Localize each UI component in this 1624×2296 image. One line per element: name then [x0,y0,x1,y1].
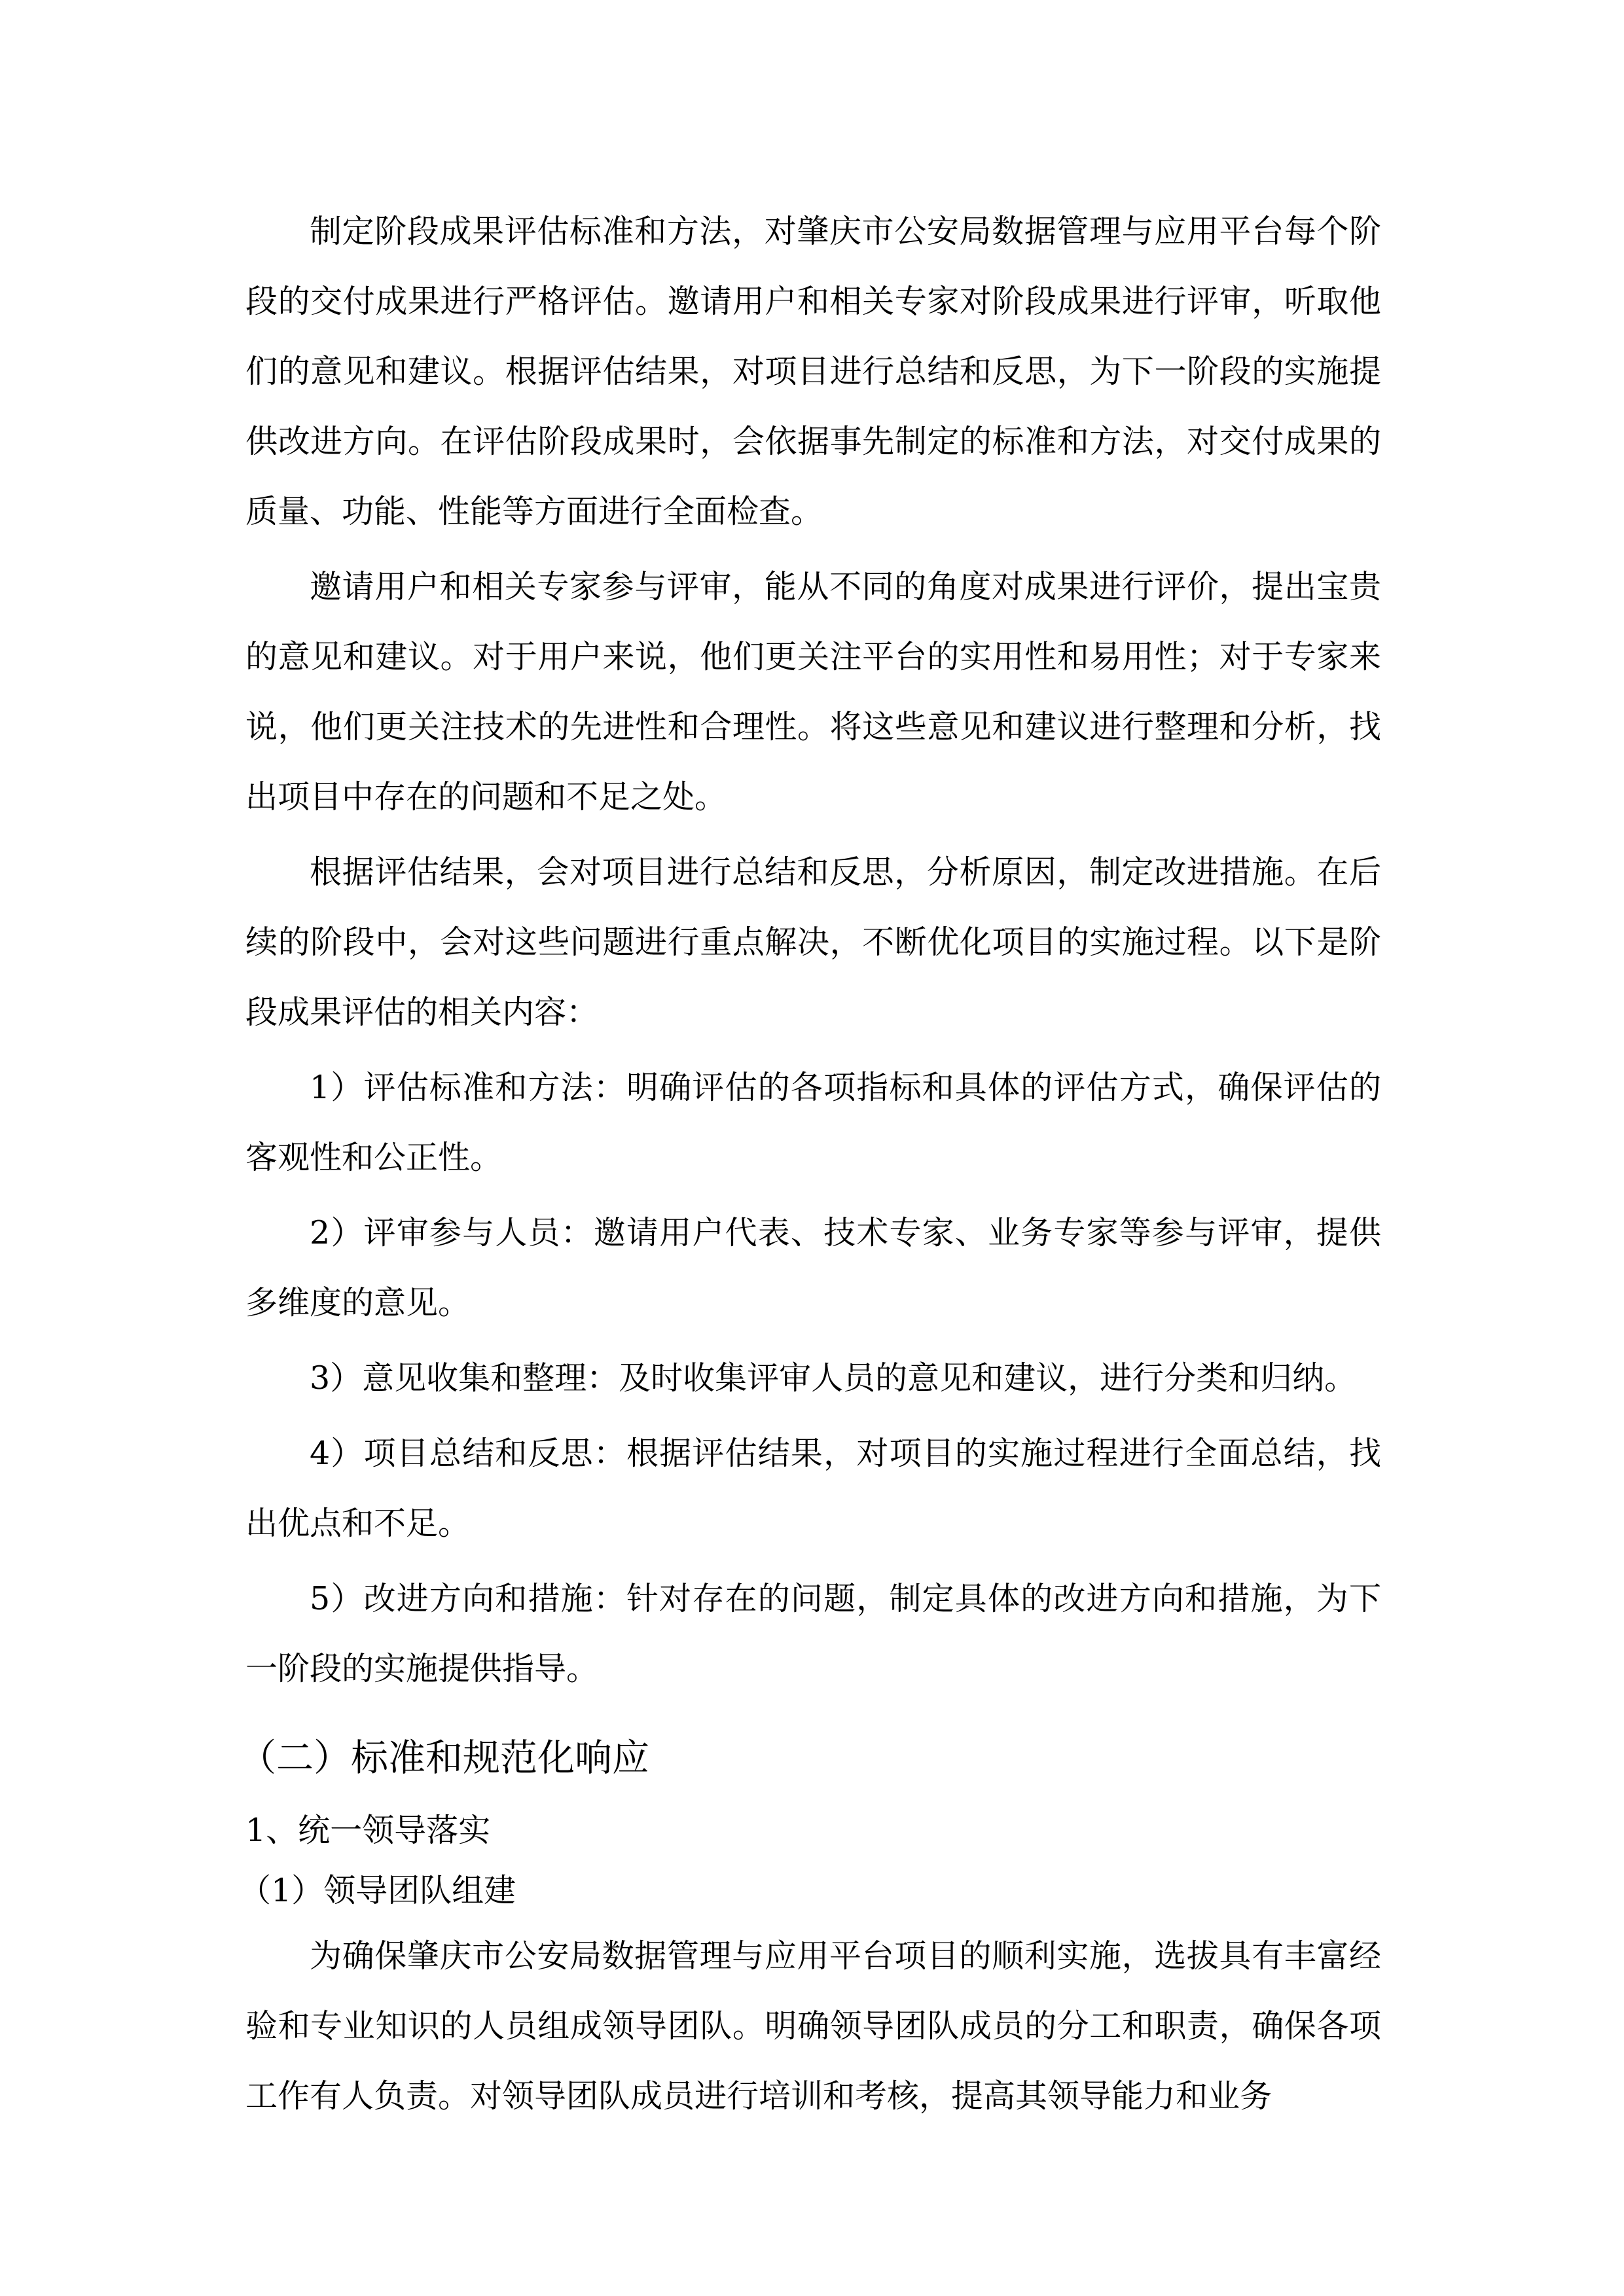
body-paragraph: 根据评估结果，会对项目进行总结和反思，分析原因，制定改进措施。在后续的阶段中，会对这些问题进行重点解决，不断优化项目的实施过程。以下是阶段成果评估的相关内容： [245,853,1381,1031]
body-paragraph: 为确保肇庆市公安局数据管理与应用平台项目的顺利实施，选拔具有丰富经验和专业知识的人员组成领导团队。明确领导团队成员的分工和职责，确保各项工作有人负责。对领导团队成员进行培训和考核，提高其领导能力和业务 [245,1937,1381,2115]
section-heading: （二）标准和规范化响应 [239,1736,649,1780]
list-item: 2）评审参与人员：邀请用户代表、技术专家、业务专家等参与评审，提供多维度的意见。 [245,1214,1381,1321]
document-page [239,196,1381,2131]
body-paragraph: 制定阶段成果评估标准和方法，对肇庆市公安局数据管理与应用平台每个阶段的交付成果进行严格评估。邀请用户和相关专家对阶段成果进行评审，听取他们的意见和建议。根据评估结果，对项目进行总结和反思，为下一阶段的实施提供改进方向。在评估阶段成果时，会依据事先制定的标准和方法，对交付成果的质量、功能、性能等方面进行全面检查。 [245,213,1381,530]
list-item: 1）评估标准和方法：明确评估的各项指标和具体的评估方式，确保评估的客观性和公正性。 [245,1069,1381,1176]
list-item: 3）意见收集和整理：及时收集评审人员的意见和建议，进行分类和归纳。 [310,1359,1357,1397]
list-item: 5）改进方向和措施：针对存在的问题，制定具体的改进方向和措施，为下一阶段的实施提供指导。 [245,1580,1381,1687]
sub-heading: （1）领导团队组建 [239,1872,516,1909]
list-item: 4）项目总结和反思：根据评估结果，对项目的实施过程进行全面总结，找出优点和不足。 [245,1435,1381,1542]
body-paragraph: 邀请用户和相关专家参与评审，能从不同的角度对成果进行评价，提出宝贵的意见和建议。对于用户来说，他们更关注平台的实用性和易用性；对于专家来说，他们更关注技术的先进性和合理性。将这些意见和建议进行整理和分析，找出项目中存在的问题和不足之处。 [245,568,1381,816]
sub-heading: 1、统一领导落实 [245,1812,491,1849]
